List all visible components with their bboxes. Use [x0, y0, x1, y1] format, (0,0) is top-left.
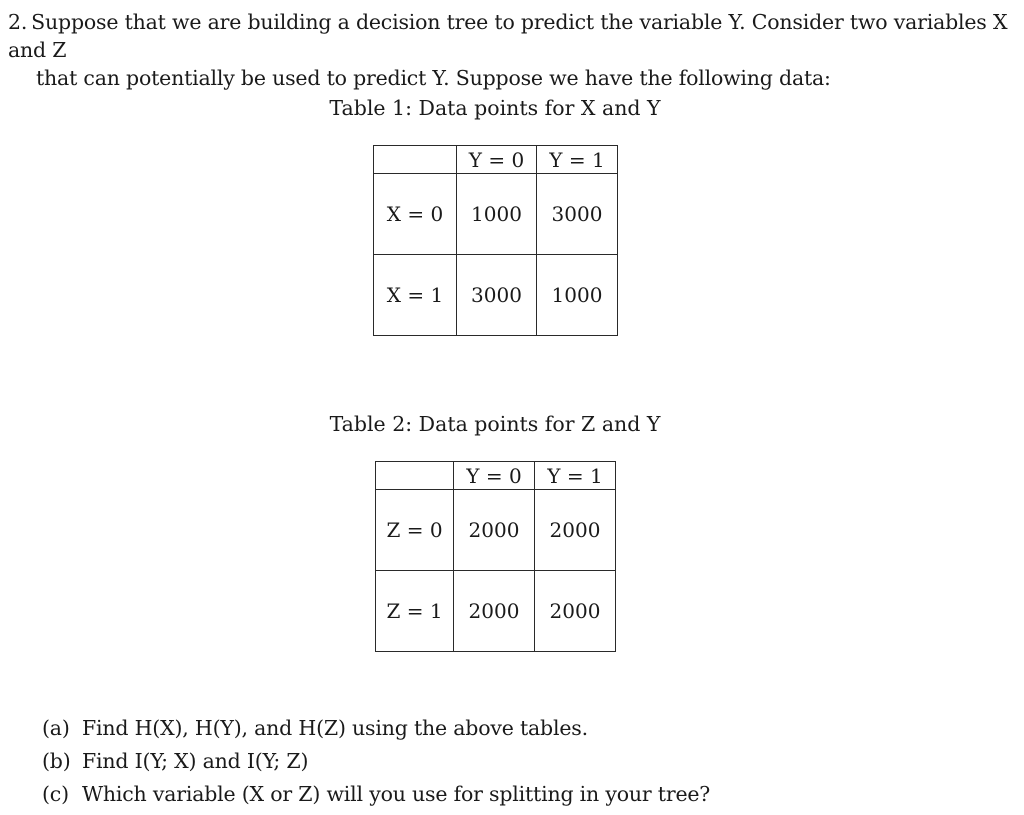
table-1-caption: Table 1: Data points for X and Y — [329, 96, 661, 120]
table-2-corner-cell — [376, 462, 454, 490]
table-2-cell: 2000 — [454, 490, 535, 571]
table-2-cell: 2000 — [535, 571, 616, 652]
table-1-cell: 3000 — [537, 174, 618, 255]
table-2 — [375, 461, 616, 652]
table-1-cell: 3000 — [457, 255, 537, 336]
table-1-row-label: X = 1 — [374, 255, 457, 336]
question-label: (a) — [42, 716, 70, 740]
list-item — [42, 778, 710, 811]
question-text: Find H(X), H(Y), and H(Z) using the above tables. — [82, 716, 588, 740]
table-row — [374, 174, 618, 255]
question-list — [42, 712, 710, 811]
table-2-header-row — [376, 462, 616, 490]
table-1-header-row — [374, 146, 618, 174]
question-text: Find I(Y; X) and I(Y; Z) — [82, 749, 309, 773]
problem-statement — [8, 8, 1018, 92]
table-1-col-header: Y = 1 — [537, 146, 618, 174]
table-1-corner-cell — [374, 146, 457, 174]
table-2-cell: 2000 — [454, 571, 535, 652]
problem-line-2: that can potentially be used to predict Y. Suppose we have the following data: — [36, 66, 831, 90]
list-item — [42, 712, 710, 745]
question-text: Which variable (X or Z) will you use for splitting in your tree? — [82, 782, 711, 806]
table-1 — [373, 145, 618, 336]
problem-text-1: Suppose that we are building a decision tree to predict the variable Y. Consider two variables X and Z — [8, 10, 1008, 62]
table-row — [376, 490, 616, 571]
table-1-col-header: Y = 0 — [457, 146, 537, 174]
table-row — [376, 571, 616, 652]
table-2-cell: 2000 — [535, 490, 616, 571]
table-2-row-label: Z = 0 — [376, 490, 454, 571]
table-2-caption: Table 2: Data points for Z and Y — [329, 412, 661, 436]
table-2-col-header: Y = 0 — [454, 462, 535, 490]
table-2-row-label: Z = 1 — [376, 571, 454, 652]
problem-number: 2. — [8, 10, 28, 34]
list-item — [42, 745, 710, 778]
table-1-row-label: X = 0 — [374, 174, 457, 255]
question-label: (b) — [42, 749, 71, 773]
table-1-cell: 1000 — [457, 174, 537, 255]
question-label: (c) — [42, 782, 69, 806]
table-row — [374, 255, 618, 336]
problem-line-1 — [8, 10, 1007, 62]
table-2-col-header: Y = 1 — [535, 462, 616, 490]
table-1-cell: 1000 — [537, 255, 618, 336]
